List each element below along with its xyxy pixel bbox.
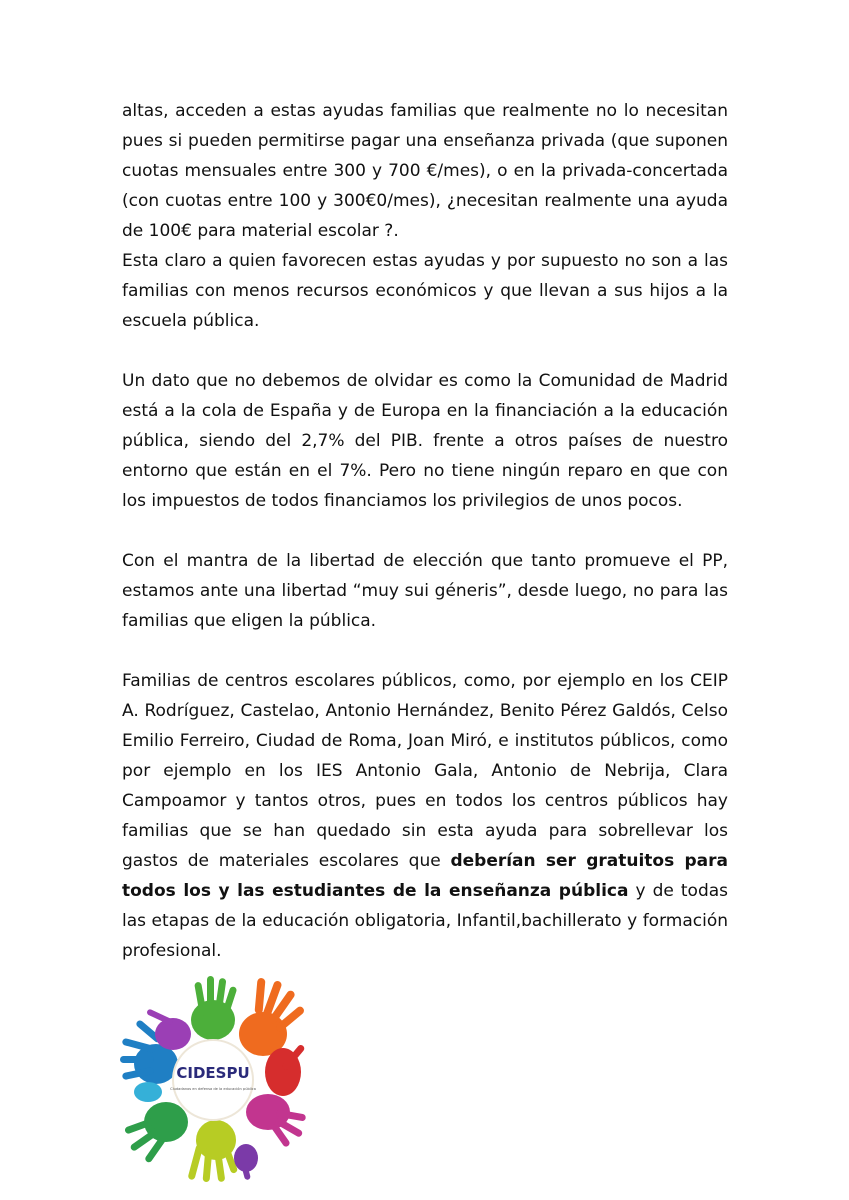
paragraph-5-start: Familias de centros escolares públicos, como, por ejemplo en los CEIP A. Rodríguez, Castelao, Antonio Hernández, Benito Pérez Galdós, Celso Emilio Ferreiro, Ciudad de Roma, Joan Miró, e institutos públicos, como por ejemplo en los IES Antonio Gala, Antonio de Nebrija, Clara Campoamor y tantos otros, pues en todos los centros públicos hay familias que se han quedado sin esta ayuda para sobrellevar los gastos de materiales escolares que	[122, 671, 728, 871]
document-body	[122, 96, 728, 966]
paragraph-5	[122, 666, 728, 966]
logo-name: CIDESPU	[176, 1064, 250, 1082]
paragraph-gap	[122, 516, 728, 546]
paragraph-5-end: y de todas las etapas de la educación obligatoria, Infantil,bachillerato y formación profesional.	[122, 881, 729, 961]
paragraph-3: Un dato que no debemos de olvidar es como la Comunidad de Madrid está a la cola de España y de Europa en la financiación a la educación pública, siendo del 2,7% del PIB. frente a otros países de nuestro entorno que están en el 7%. Pero no tiene ningún reparo en que con los impuestos de todos financiamos los privilegios de unos pocos.	[122, 371, 728, 511]
paragraph-2: Esta claro a quien favorecen estas ayudas y por supuesto no son a las familias con menos recursos económicos y que llevan a sus hijos a la escuela pública.	[122, 251, 728, 331]
paragraph-1: altas, acceden a estas ayudas familias que realmente no lo necesitan pues si pueden permitirse pagar una enseñanza privada (que suponen cuotas mensuales entre 300 y 700 €/mes), o en la privada-concertada (con cuotas entre 100 y 300€0/mes), ¿necesitan realmente una ayuda de 100€ para material escolar ?.	[122, 101, 728, 241]
paragraph-gap	[122, 636, 728, 666]
cidespu-logo	[118, 972, 308, 1184]
paragraph-5-bold: deberían ser gratuitos para todos los y las estudiantes de la enseñanza pública	[122, 851, 728, 901]
paragraph-4: Con el mantra de la libertad de elección que tanto promueve el PP, estamos ante una libertad “muy sui géneris”, desde luego, no para las familias que eligen la pública.	[122, 551, 728, 631]
paragraph-gap	[122, 336, 728, 366]
logo-tagline: Ciudadanos en defensa de la educación pública	[170, 1087, 256, 1091]
